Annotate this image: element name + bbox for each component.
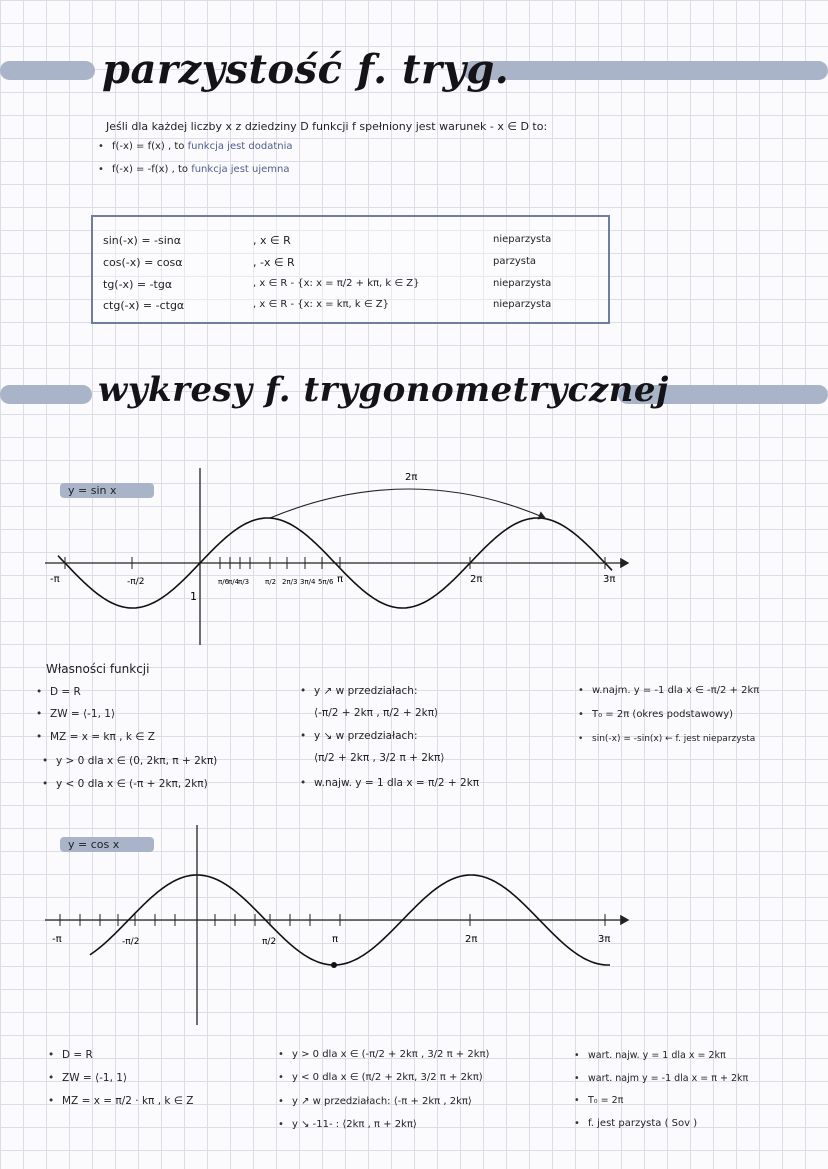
prop-item: • MZ = x = π/2 · kπ , k ∈ Z	[62, 1095, 193, 1107]
parity-table	[91, 215, 610, 324]
prop-item: • D = R	[62, 1049, 93, 1061]
prop-item: • wart. najw. y = 1 dla x = 2kπ	[588, 1050, 726, 1061]
table-row-eq: tg(-x) = -tgα	[103, 278, 173, 291]
tick-label: -π	[50, 574, 60, 585]
tick-label: π/3	[238, 578, 250, 586]
prop-item: • T₀ = 2π	[588, 1095, 623, 1106]
tick-label: 3π	[598, 934, 611, 945]
prop-item: • y ↗ w przedziałach: ⟨-π + 2kπ , 2kπ⟩	[292, 1096, 472, 1107]
decor-bar	[0, 385, 92, 404]
prop-item: • wart. najm y = -1 dla x = π + 2kπ	[588, 1073, 748, 1084]
rule-condition: f(-x) = f(x) , to	[112, 141, 185, 152]
tick-label: π/2	[262, 937, 277, 947]
tick-label: 3π/4	[300, 578, 316, 586]
prop-item: ⟨-π/2 + 2kπ , π/2 + 2kπ⟩	[314, 707, 439, 719]
one-label: 1	[190, 590, 197, 603]
tick-label: π/2	[265, 578, 277, 586]
table-row-dom: , x ∈ R - {x: x = kπ, k ∈ Z}	[253, 299, 389, 310]
tick-label: 2π	[470, 574, 483, 585]
properties-heading: Własności funkcji	[46, 662, 150, 676]
period-label: 2π	[405, 472, 418, 483]
section-title: wykresy f. trygonometrycznej	[98, 370, 669, 410]
intro-text: Jeśli dla każdej liczby x z dziedziny D funkcji f spełniony jest warunek - x ∈ D to:	[106, 120, 548, 133]
prop-item: • MZ = x = kπ , k ∈ Z	[50, 731, 155, 743]
cos-graph	[0, 820, 828, 1030]
prop-item: • y < 0 dla x ∈ (π/2 + 2kπ, 3/2 π + 2kπ)	[292, 1072, 483, 1083]
prop-item: • y ↘ w przedziałach:	[314, 730, 417, 742]
table-row-eq: cos(-x) = cosα	[103, 256, 183, 269]
prop-item: • y ↗ w przedziałach:	[314, 685, 417, 697]
prop-item: • y > 0 dla x ∈ (-π/2 + 2kπ , 3/2 π + 2kπ)	[292, 1049, 489, 1060]
prop-item: • y > 0 dla x ∈ (0, 2kπ, π + 2kπ)	[56, 755, 217, 767]
prop-item: • w.najw. y = 1 dla x = π/2 + 2kπ	[314, 777, 479, 789]
table-row-dom: , x ∈ R - {x: x = π/2 + kπ, k ∈ Z}	[253, 278, 420, 289]
tick-label: -π/2	[127, 577, 145, 587]
page-title: parzystość f. tryg.	[102, 46, 510, 93]
prop-item: ⟨π/2 + 2kπ , 3/2 π + 2kπ⟩	[314, 752, 445, 764]
rule-result: funkcja jest dodatnia	[187, 141, 293, 152]
rule-condition: f(-x) = -f(x) , to	[112, 164, 189, 175]
prop-item: • w.najm. y = -1 dla x ∈ -π/2 + 2kπ	[592, 685, 759, 696]
decor-bar	[463, 61, 828, 80]
table-row-dom: , x ∈ R	[253, 234, 291, 247]
prop-item: • D = R	[50, 686, 81, 698]
table-row-par: nieparzysta	[493, 278, 552, 289]
decor-bar	[0, 61, 95, 80]
sin-graph-label: y = sin x	[60, 483, 154, 498]
tick-label: 5π/6	[318, 578, 334, 586]
rule-item	[112, 141, 293, 152]
sin-graph	[0, 460, 828, 660]
period-arrow	[270, 489, 545, 518]
tick-label: 2π	[465, 934, 478, 945]
prop-item: • ZW = ⟨-1, 1⟩	[62, 1072, 127, 1084]
cos-graph-label: y = cos x	[60, 837, 154, 852]
table-row-dom: , -x ∈ R	[253, 256, 295, 269]
table-row-par: parzysta	[493, 256, 537, 267]
prop-item: • f. jest parzysta ( Sov )	[588, 1118, 697, 1129]
tick-label: π/6	[218, 578, 230, 586]
prop-item: • y ↘ -11- : ⟨2kπ , π + 2kπ⟩	[292, 1119, 417, 1130]
prop-item: • sin(-x) = -sin(x) ← f. jest nieparzysta	[592, 734, 755, 744]
tick-label: -π/2	[122, 937, 140, 947]
minimum-point	[331, 962, 337, 968]
prop-item: • y < 0 dla x ∈ (-π + 2kπ, 2kπ)	[56, 778, 208, 790]
rule-item	[112, 164, 290, 175]
tick-label: 3π	[603, 574, 616, 585]
tick-label: π	[337, 574, 344, 585]
table-row-eq: sin(-x) = -sinα	[103, 234, 182, 247]
table-row-par: nieparzysta	[493, 234, 552, 245]
table-row-eq: ctg(-x) = -ctgα	[103, 299, 185, 312]
tick-label: π/4	[228, 578, 240, 586]
tick-label: π	[332, 934, 339, 945]
rule-result: funkcja jest ujemna	[191, 164, 290, 175]
prop-item: • T₀ = 2π (okres podstawowy)	[592, 709, 733, 720]
table-row-par: nieparzysta	[493, 299, 552, 310]
tick-label: 2π/3	[282, 578, 298, 586]
tick-label: -π	[52, 934, 62, 945]
prop-item: • ZW = ⟨-1, 1⟩	[50, 708, 115, 720]
